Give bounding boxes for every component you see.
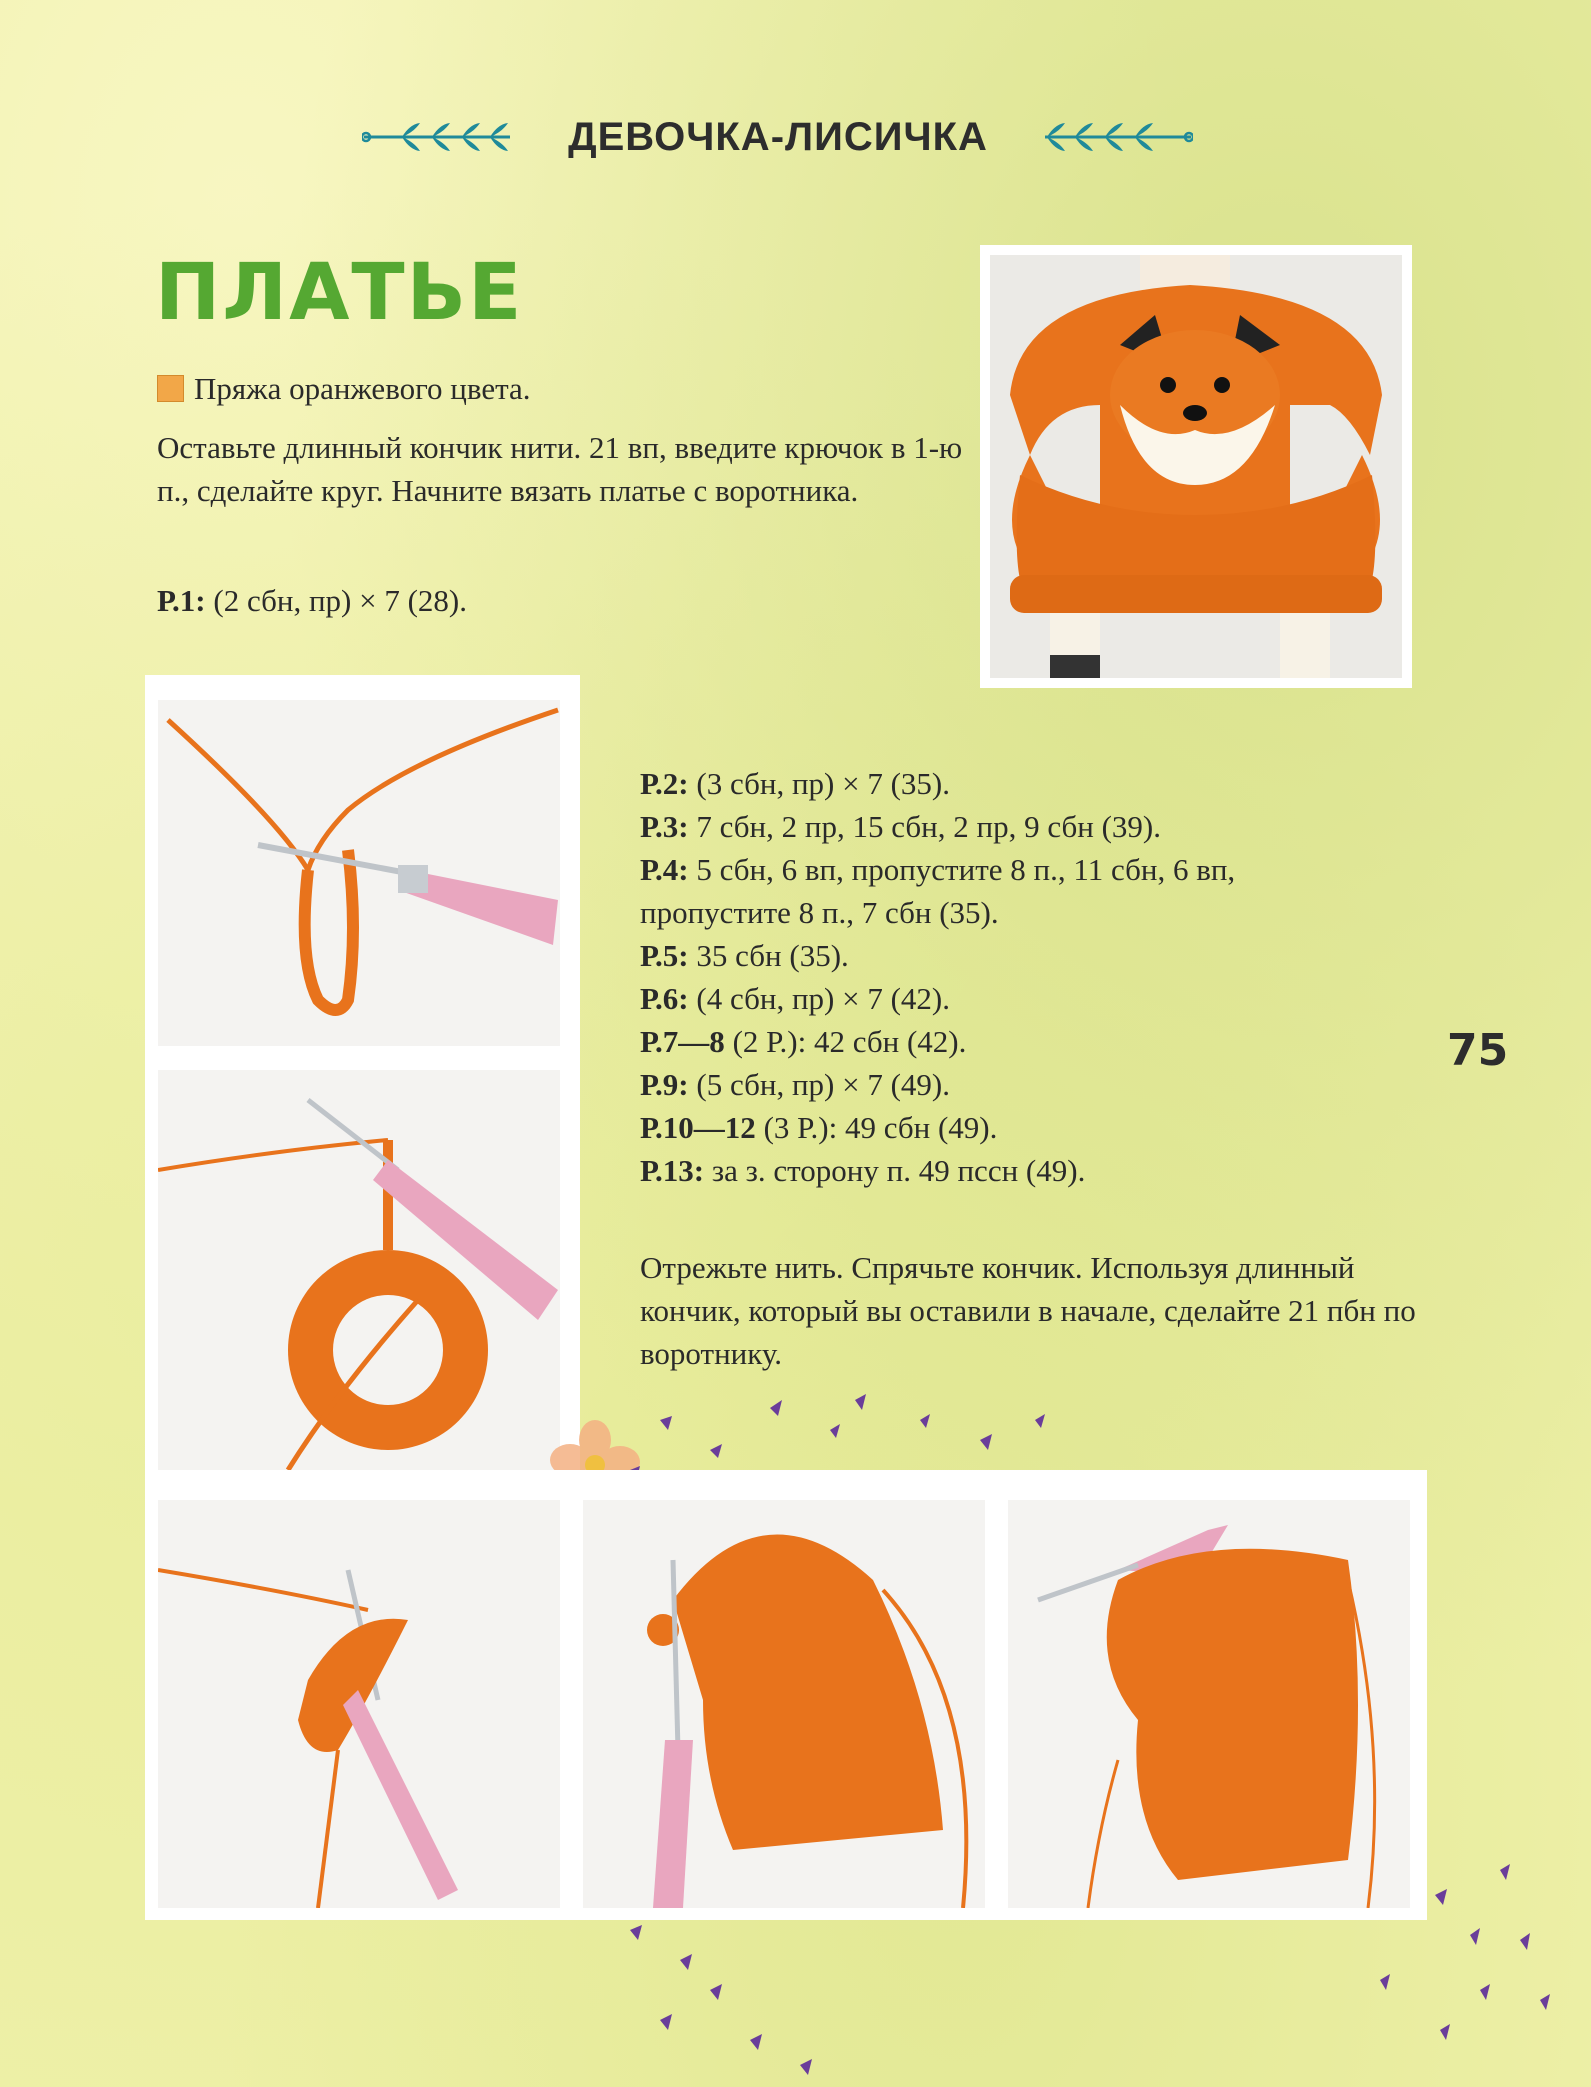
round-1	[157, 579, 467, 622]
round-row	[640, 762, 1420, 805]
yarn-color-swatch-icon	[157, 375, 184, 402]
round-label: Р.3:	[640, 809, 689, 844]
bottom-photo-row-frame	[145, 1470, 1427, 1920]
yarn-requirement	[157, 367, 531, 410]
finished-dress-photo-frame	[980, 245, 1412, 688]
rounds-list	[640, 762, 1420, 1192]
round-row	[640, 891, 1420, 934]
right-sprig-ornament	[1043, 120, 1193, 154]
round-label: Р.6:	[640, 981, 689, 1016]
round-text: (2 сбн, пр) × 7 (28).	[205, 583, 468, 618]
round-text: 35 сбн (35).	[688, 938, 849, 973]
round-text: пропустите 8 п., 7 сбн (35).	[640, 895, 999, 930]
header-title: ДЕВОЧКА-ЛИСИЧКА	[568, 115, 988, 159]
left-sprig-ornament	[362, 120, 512, 154]
round-text: (4 сбн, пр) × 7 (42).	[688, 981, 951, 1016]
intro-paragraph: Оставьте длинный кончик нити. 21 вп, введите крючок в 1-ю п., сделайте круг. Начните вязать платье с воротника.	[157, 430, 963, 508]
round-row	[640, 977, 1420, 1020]
round-row	[640, 1063, 1420, 1106]
round-row	[640, 1106, 1420, 1149]
left-photo-column-frame	[145, 675, 580, 1490]
photo-step-3-hook-piece	[158, 1500, 560, 1908]
round-label: Р.10—12	[640, 1110, 756, 1145]
finishing-paragraph: Отрежьте нить. Спрячьте кончик. Используя длинный кончик, который вы оставили в начале, сделайте 21 пбн по воротнику.	[640, 1250, 1416, 1371]
round-text: за з. сторону п. 49 пссн (49).	[704, 1153, 1086, 1188]
photo-step-2-round	[158, 1070, 560, 1476]
round-text: (3 сбн, пр) × 7 (35).	[688, 766, 951, 801]
section-title: ПЛАТЬЕ	[155, 248, 524, 338]
round-row	[640, 1020, 1420, 1063]
round-text: (3 Р.): 49 сбн (49).	[755, 1110, 998, 1145]
photo-step-1-chain-loop	[158, 700, 560, 1046]
round-text: 7 сбн, 2 пр, 15 сбн, 2 пр, 9 сбн (39).	[688, 809, 1161, 844]
round-label: Р.7—8	[640, 1024, 725, 1059]
round-label: Р.2:	[640, 766, 689, 801]
photo-step-4-dress-front	[583, 1500, 985, 1908]
round-row	[640, 805, 1420, 848]
page-number: 75	[1447, 1025, 1509, 1076]
photo-step-5-dress-back	[1008, 1500, 1410, 1908]
finished-dress-photo	[990, 255, 1402, 678]
round-row	[640, 848, 1420, 891]
round-label: Р.13:	[640, 1153, 705, 1188]
round-text: 5 сбн, 6 вп, пропустите 8 п., 11 сбн, 6 вп,	[688, 852, 1236, 887]
round-label: Р.9:	[640, 1067, 689, 1102]
round-text: (2 Р.): 42 сбн (42).	[724, 1024, 967, 1059]
round-row	[640, 1149, 1420, 1192]
round-label: Р.4:	[640, 852, 689, 887]
round-label: Р.5:	[640, 938, 689, 973]
yarn-label: Пряжа оранжевого цвета.	[194, 371, 531, 406]
round-label: Р.1:	[157, 583, 206, 618]
round-text: (5 сбн, пр) × 7 (49).	[688, 1067, 951, 1102]
round-row	[640, 934, 1420, 977]
running-header	[0, 112, 1591, 162]
